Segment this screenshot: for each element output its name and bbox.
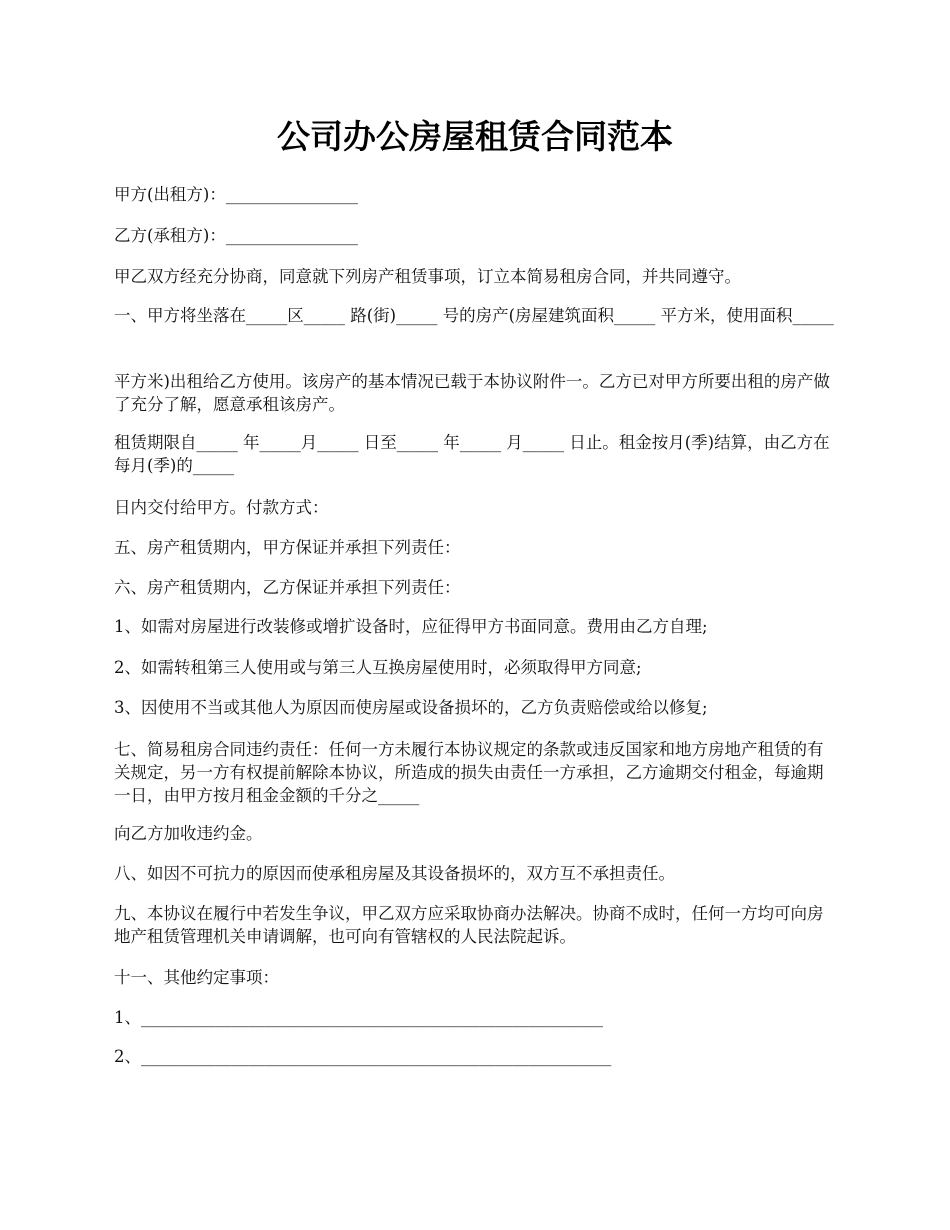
other-item-1: 1、________________________________________________________ — [114, 1008, 603, 1027]
clause-5: 五、房产租赁期内，甲方保证并承担下列责任： — [114, 538, 461, 557]
party-a-line: 甲方(出租方)：________________ — [114, 185, 358, 204]
intro-paragraph: 甲乙双方经充分协商，同意就下列房产租赁事项，订立本简易租房合同，并共同遵守。 — [114, 267, 741, 286]
clause-9: 九、本协议在履行中若发生争议，甲乙双方应采取协商办法解决。协商不成时，任何一方均可向房地产租赁管理机关申请调解，也可向有管辖权的人民法院起诉。 — [114, 904, 824, 946]
clause-6: 六、房产租赁期内，乙方保证并承担下列责任： — [114, 578, 461, 597]
clause-6-item-2: 2、如需转租第三人使用或与第三人互换房屋使用时，必须取得甲方同意; — [114, 658, 642, 677]
lease-term-part-1: 租赁期限自_____ 年_____月_____ 日至_____ 年_____ 月_____ 日止。租金按月(季)结算，由乙方在每月(季)的_____ — [114, 433, 830, 475]
clause-11: 十一、其他约定事项： — [114, 968, 279, 987]
clause-6-item-1: 1、如需对房屋进行改装修或增扩设备时，应征得甲方书面同意。费用由乙方自理; — [114, 617, 708, 636]
document-title: 公司办公房屋租赁合同范本 — [277, 117, 673, 156]
clause-1-part-1: 一、甲方将坐落在_____区_____ 路(街)_____ 号的房产(房屋建筑面积_____ 平方米，使用面积_____ — [114, 306, 834, 325]
clause-1-part-2: 平方米)出租给乙方使用。该房产的基本情况已载于本协议附件一。乙方已对甲方所要出租的房产做了充分了解，愿意承租该房产。 — [114, 372, 830, 414]
other-item-2: 2、_________________________________________________________ — [114, 1047, 612, 1066]
clause-7-part-1: 七、简易租房合同违约责任：任何一方未履行本协议规定的条款或违反国家和地方房地产租赁的有关规定，另一方有权提前解除本协议，所造成的损失由责任一方承担，乙方逾期交付租金，每逾期一日，由甲方按月租金金额的千分之_____ — [114, 740, 824, 805]
party-b-line: 乙方(承租方)：________________ — [114, 226, 358, 245]
clause-8: 八、如因不可抗力的原因而使承租房屋及其设备损坏的，双方互不承担责任。 — [114, 864, 675, 883]
lease-term-part-2: 日内交付给甲方。付款方式： — [114, 498, 329, 517]
clause-7-part-2: 向乙方加收违约金。 — [114, 824, 263, 843]
clause-6-item-3: 3、因使用不当或其他人为原因而使房屋或设备损坏的，乙方负责赔偿或给以修复; — [114, 698, 708, 717]
